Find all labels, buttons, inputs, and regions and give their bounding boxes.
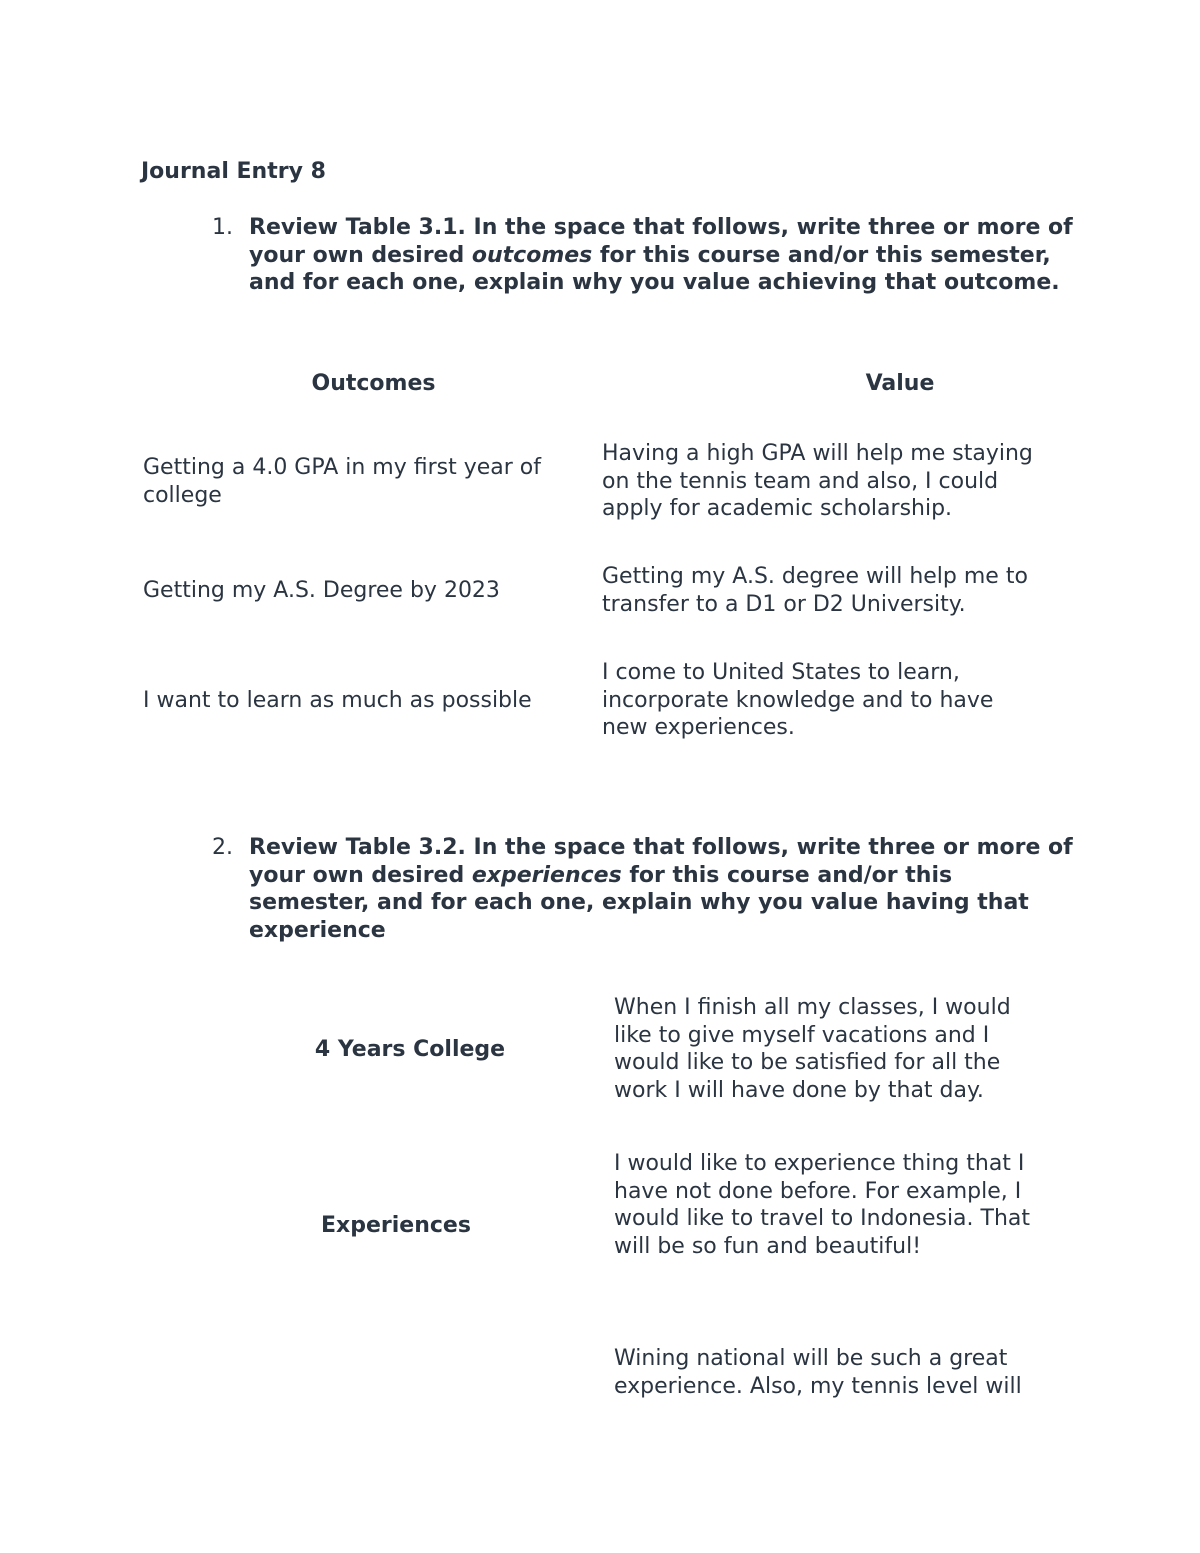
question-2-emphasis: experiences: [471, 862, 622, 888]
table1-row3-outcome: I want to learn as much as possible: [143, 688, 532, 713]
question-2-text: [249, 834, 1079, 944]
table2-row3-value: Wining national will be such a great experience. Also, my tennis level will: [614, 1346, 1022, 1399]
question-2-text-after: for this course and/or this semester, and for each one, explain why you value having that experience: [249, 862, 1029, 943]
document-title: Journal Entry 8: [141, 159, 326, 184]
table1-row2-outcome: Getting my A.S. Degree by 2023: [143, 578, 500, 603]
table2-row2-value: I would like to experience thing that I have not done before. For example, I would like to travel to Indonesia. That will be so fun and beautiful!: [614, 1151, 1031, 1259]
question-1-emphasis: outcomes: [471, 242, 593, 268]
question-2-text-before: Review Table 3.2. In the space that follows, write three or more of your own desired: [249, 835, 1073, 888]
table1-row2-value: Getting my A.S. degree will help me to transfer to a D1 or D2 University.: [602, 564, 1028, 617]
question-2-number: 2.: [212, 835, 233, 860]
question-1-number: 1.: [212, 215, 233, 240]
table2-row1-label: 4 Years College: [314, 1037, 506, 1062]
question-1-text-after: for this course and/or this semester, and for each one, explain why you value achieving that outcome.: [249, 242, 1060, 295]
table1-row3-value: I come to United States to learn, incorporate knowledge and to have new experiences.: [602, 660, 994, 740]
table2-row1-value: When I finish all my classes, I would like to give myself vacations and I would like to be satisfied for all the work I will have done by that day.: [614, 995, 1011, 1103]
table1-header-value: Value: [865, 371, 935, 396]
table1-row1-value: Having a high GPA will help me staying on the tennis team and also, I could apply for academic scholarship.: [602, 441, 1033, 521]
table1-header-outcomes: Outcomes: [311, 371, 436, 396]
table1-row1-outcome: Getting a 4.0 GPA in my first year of college: [143, 455, 542, 508]
question-1-text: [249, 214, 1079, 297]
question-1-text-before: Review Table 3.1. In the space that follows, write three or more of your own desired: [249, 215, 1073, 268]
table2-row2-label: Experiences: [321, 1213, 471, 1238]
